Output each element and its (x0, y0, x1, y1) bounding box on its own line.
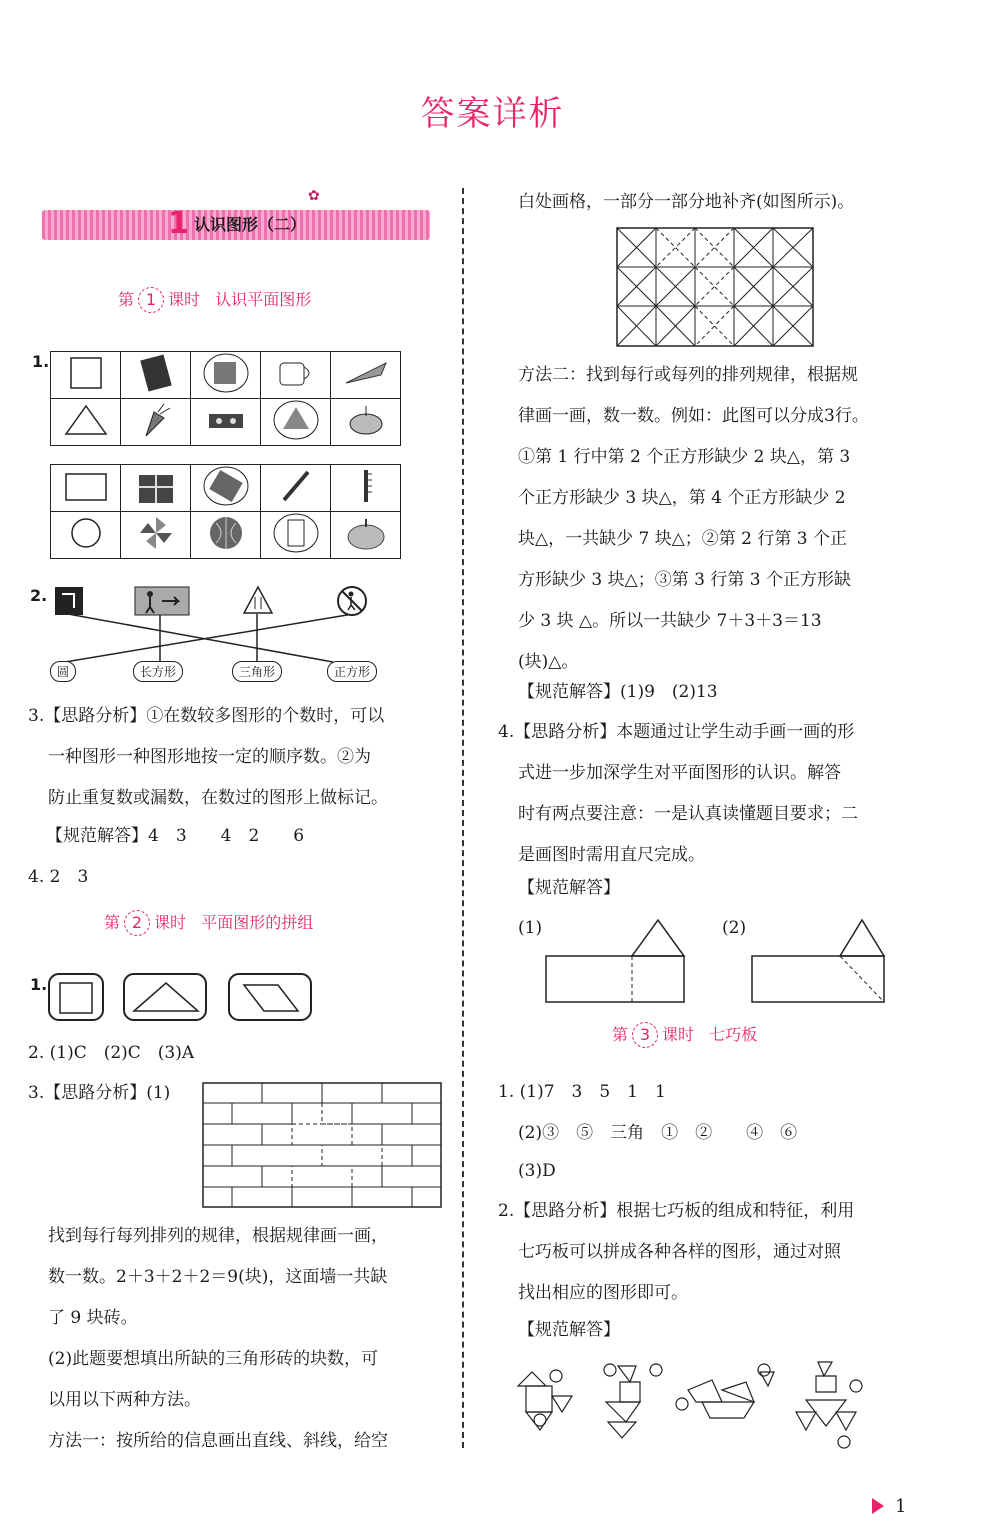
top-icon (331, 399, 401, 446)
warning-sign-icon (242, 585, 274, 619)
r-q3-answer: 【规范解答】(1)9 (2)13 (518, 682, 718, 702)
lesson-name: 七巧板 (709, 1025, 758, 1044)
figure-label-1: (1) (518, 918, 543, 938)
l3-q2-answer: 【规范解答】 (518, 1320, 620, 1340)
tangram-figures (506, 1356, 886, 1452)
no-pedestrian-sign-icon (336, 585, 368, 621)
pedestrian-sign-icon (134, 586, 190, 620)
lesson-number: 3 (632, 1022, 658, 1048)
lesson-suffix: 课时 (154, 913, 187, 932)
lesson-name: 平面图形的拼组 (201, 913, 314, 932)
question-number: 1. (32, 352, 50, 371)
comb-icon (331, 465, 401, 512)
watermelon-icon (191, 512, 261, 559)
lesson-prefix: 第 (612, 1025, 629, 1044)
l3-q1-answer: 1. (1)7 3 5 1 1 (2)③ ⑤ 三角 ① ② ④ ⑥ (3)D (498, 1082, 798, 1181)
shape-cell (51, 352, 121, 399)
pumpkin-icon (331, 512, 401, 559)
pinwheel-icon (121, 512, 191, 559)
shape-table-2 (50, 464, 401, 559)
lesson-number: 1 (138, 287, 164, 313)
carrot-icon (121, 399, 191, 446)
cube-icon (191, 352, 261, 399)
lesson-prefix: 第 (104, 913, 121, 932)
shape-table-1 (50, 351, 401, 446)
shape-cell (51, 399, 121, 446)
page-number: 1 (895, 1496, 907, 1517)
l2-q3-head: 3.【思路分析】(1) (28, 1083, 171, 1103)
book-icon (121, 352, 191, 399)
triangle-grid-figure (616, 227, 814, 347)
shape-label-rectangle: 长方形 (133, 661, 183, 682)
r-q4-analysis: 4.【思路分析】本题通过让学生动手画一画的形 式进一步加深学生对平面图形的认识。解答 时有两点要注意：一是认真读懂题目要求；二 是画图时需用直尺完成。 (498, 722, 858, 865)
shape-label-circle: 圆 (50, 661, 76, 682)
l2-q3-analysis: 找到每行每列排列的规律，根据规律画一画， 数一数。2＋3＋2＋2＝9(块)，这面墙一共缺 了 9 块砖。 (2)此题要想填出所缺的三角形砖的块数，可 以用以下两种方法。 方法一：按所给的信息画出直线、斜线，给空 (48, 1226, 388, 1451)
exit-sign-icon (54, 586, 84, 620)
l2-q2-answer: 2. (1)C (2)C (3)A (28, 1043, 195, 1063)
lesson-header-1 (118, 287, 311, 313)
lesson-suffix: 课时 (662, 1025, 695, 1044)
figure-label-2: (2) (722, 918, 747, 938)
shape-cell (51, 465, 121, 512)
r-method2: 方法二：找到每行或每列的排列规律，根据规 律画一画，数一数。例如：此图可以分成3行。 ①第 1 行中第 2 个正方形缺少 2 块△，第 3 个正方形缺少 3 块△，第 4 个正方形缺少 2 块△，一共缺少 7 块△；②第 2 行第 3 个正 方形缺少 3 块△；③第 3 行第 3 个正方形缺 少 3 块 △。所以一共缺少 7＋3＋3＝13 (块)△。 (518, 365, 869, 672)
gift-box-icon (191, 465, 261, 512)
composed-shapes (48, 971, 316, 1023)
lesson-number: 2 (124, 910, 150, 936)
shape-cell (51, 512, 121, 559)
lesson-prefix: 第 (118, 290, 135, 309)
page-title: 答案详析 (420, 94, 565, 134)
l1-q3-analysis: 3.【思路分析】①在数较多图形的个数时，可以 一种图形一种图形地按一定的顺序数。②为 防止重复数或漏数，在数过的图形上做标记。 (28, 706, 388, 808)
bird-icon (331, 352, 401, 399)
butterfly-icon: ✿ (308, 188, 320, 204)
lesson-header-3 (612, 1022, 757, 1048)
clock-icon (261, 512, 331, 559)
house-figure-2 (750, 914, 890, 1004)
box-icon (191, 399, 261, 446)
lesson-suffix: 课时 (168, 290, 201, 309)
arrow-icon (872, 1498, 884, 1514)
shape-label-square: 正方形 (327, 661, 377, 682)
l1-q4-answer: 4. 2 3 (28, 867, 89, 887)
column-divider (462, 188, 464, 1448)
r-top-text: 白处画格，一部分一部分地补齐(如图所示)。 (518, 192, 855, 212)
brick-wall-figure (202, 1082, 442, 1208)
gift-icon (121, 465, 191, 512)
unit-number: 1 (168, 206, 189, 241)
r-q4-answer: 【规范解答】 (518, 878, 620, 898)
lesson-header-2 (104, 910, 313, 936)
question-number: 1. (30, 975, 48, 994)
pen-icon (261, 465, 331, 512)
question-number: 2. (30, 586, 48, 605)
l3-q2-analysis: 2.【思路分析】根据七巧板的组成和特征，利用 七巧板可以拼成各种各样的图形，通过对照 找出相应的图形即可。 (498, 1201, 855, 1303)
lesson-name: 认识平面图形 (215, 290, 312, 309)
triangle-sign-icon (261, 399, 331, 446)
cup-icon (261, 352, 331, 399)
unit-label: 认识图形（二） (194, 215, 307, 234)
shape-label-triangle: 三角形 (232, 661, 282, 682)
house-figure-1 (544, 914, 688, 1004)
l1-q3-answer: 【规范解答】4 3 4 2 6 (46, 826, 305, 846)
